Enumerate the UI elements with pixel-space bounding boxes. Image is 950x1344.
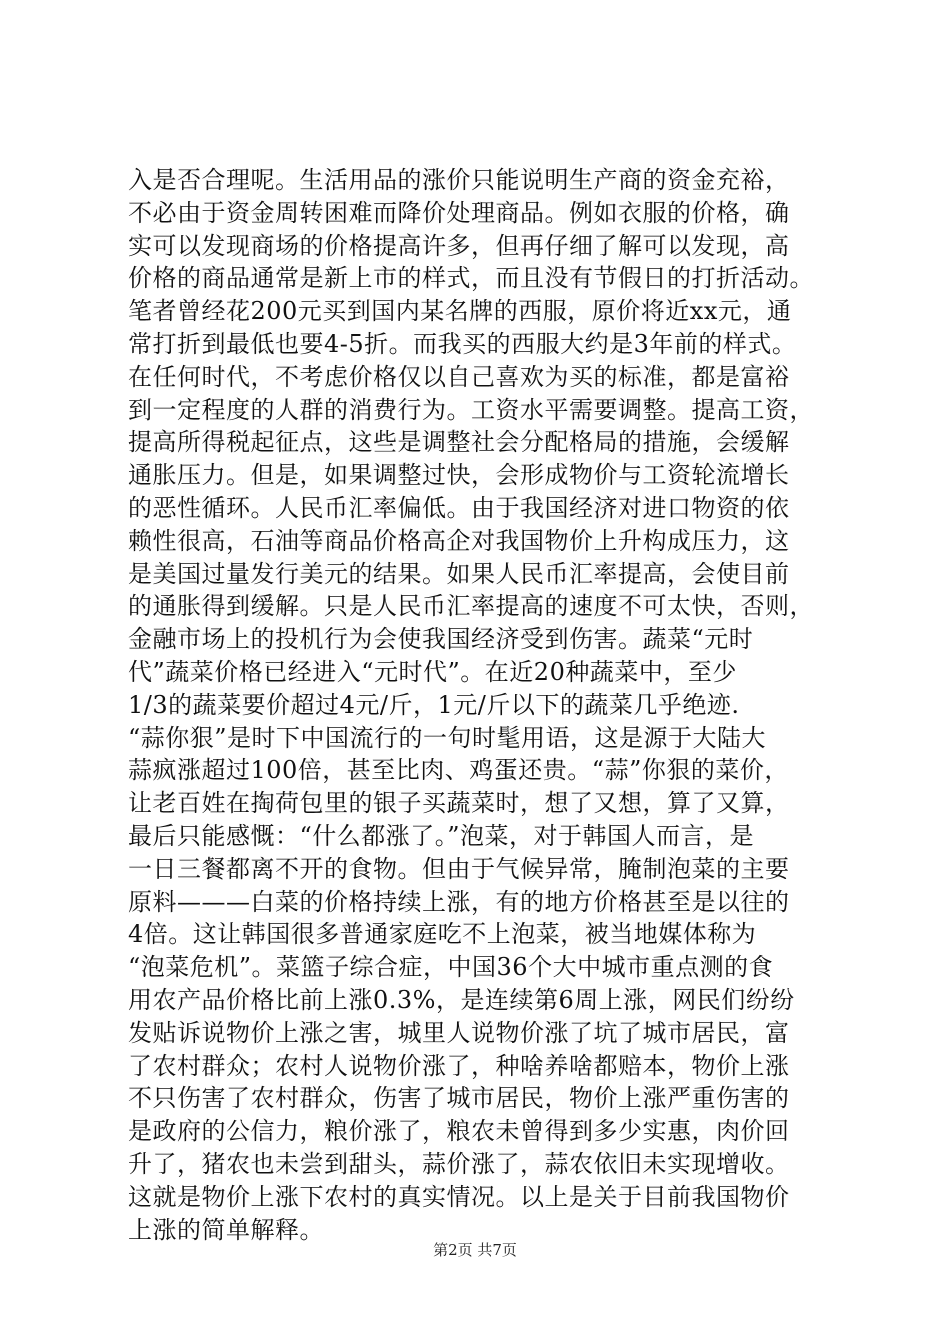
text-line: 这就是物价上涨下农村的真实情况。以上是关于目前我国物价 <box>128 1182 790 1211</box>
page-footer: 第2页 共7页 <box>433 1241 517 1259</box>
text-line: 是美国过量发行美元的结果。如果人民币汇率提高，会使目前 <box>128 559 790 588</box>
text-line: 入是否合理呢。生活用品的涨价只能说明生产商的资金充裕， <box>128 166 790 194</box>
text-line: 的通胀得到缓解。只是人民币汇率提高的速度不可太快，否则， <box>128 592 814 621</box>
text-line: 通胀压力。但是，如果调整过快，会形成物价与工资轮流增长 <box>128 461 790 490</box>
text-line: 上涨的简单解释。 <box>128 1215 324 1244</box>
text-line: 代”蔬菜价格已经进入“元时代”。在近20种蔬菜中，至少 <box>128 657 737 686</box>
text-line: 1/3的蔬菜要价超过4元/斤，1元/斤以下的蔬菜几乎绝迹. <box>128 690 740 719</box>
text-line: 一日三餐都离不开的食物。但由于气候异常，腌制泡菜的主要 <box>128 854 790 883</box>
text-line: 最后只能感慨：“什么都涨了。”泡菜，对于韩国人而言，是 <box>128 821 755 850</box>
text-line: 了农村群众；农村人说物价涨了，种啥养啥都赔本，物价上涨 <box>128 1051 790 1080</box>
text-line: 赖性很高，石油等商品价格高企对我国物价上升构成压力，这 <box>128 526 790 555</box>
text-line: 不必由于资金周转困难而降价处理商品。例如衣服的价格，确 <box>128 198 790 227</box>
text-line: 金融市场上的投机行为会使我国经济受到伤害。蔬菜“元时 <box>128 625 754 654</box>
text-line: 提高所得税起征点，这些是调整社会分配格局的措施，会缓解 <box>128 428 790 457</box>
text-line: 升了，猪农也未尝到甜头，蒜价涨了，蒜农依旧未实现增收。 <box>128 1149 790 1178</box>
text-line: 在任何时代，不考虑价格仅以自己喜欢为买的标准，都是富裕 <box>128 362 790 391</box>
text-line: “蒜你狠”是时下中国流行的一句时髦用语，这是源于大陆大 <box>128 723 767 752</box>
text-line: 的恶性循环。人民币汇率偏低。由于我国经济对进口物资的依 <box>128 493 790 522</box>
text-line: 用农产品价格比前上涨0.3%，是连续第6周上涨，网民们纷纷 <box>128 985 795 1014</box>
text-line: 不只伤害了农村群众，伤害了城市居民，物价上涨严重伤害的 <box>128 1084 790 1113</box>
text-line: 笔者曾经花200元买到国内某名牌的西服，原价将近xx元，通 <box>128 297 792 326</box>
text-line: 价格的商品通常是新上市的样式，而且没有节假日的打折活动。 <box>128 264 814 293</box>
text-line: 到一定程度的人群的消费行为。工资水平需要调整。提高工资， <box>128 395 814 424</box>
text-line: 实可以发现商场的价格提高许多，但再仔细了解可以发现，高 <box>128 231 790 260</box>
text-line: 4倍。这让韩国很多普通家庭吃不上泡菜，被当地媒体称为 <box>128 920 757 949</box>
text-line: “泡菜危机”。菜篮子综合症，中国36个大中城市重点测的食 <box>128 953 774 982</box>
text-line: 发贴诉说物价上涨之害，城里人说物价涨了坑了城市居民，富 <box>128 1018 790 1047</box>
text-line: 常打折到最低也要4-5折。而我买的西服大约是3年前的样式。 <box>128 329 797 358</box>
text-line: 原料———白菜的价格持续上涨，有的地方价格甚至是以往的 <box>128 887 790 916</box>
text-line: 是政府的公信力，粮价涨了，粮农未曾得到多少实惠，肉价回 <box>128 1117 790 1146</box>
body-text <box>128 164 856 1246</box>
text-line: 蒜疯涨超过100倍，甚至比肉、鸡蛋还贵。“蒜”你狠的菜价， <box>128 756 789 785</box>
text-line: 让老百姓在掏荷包里的银子买蔬菜时，想了又想，算了又算， <box>128 789 790 818</box>
